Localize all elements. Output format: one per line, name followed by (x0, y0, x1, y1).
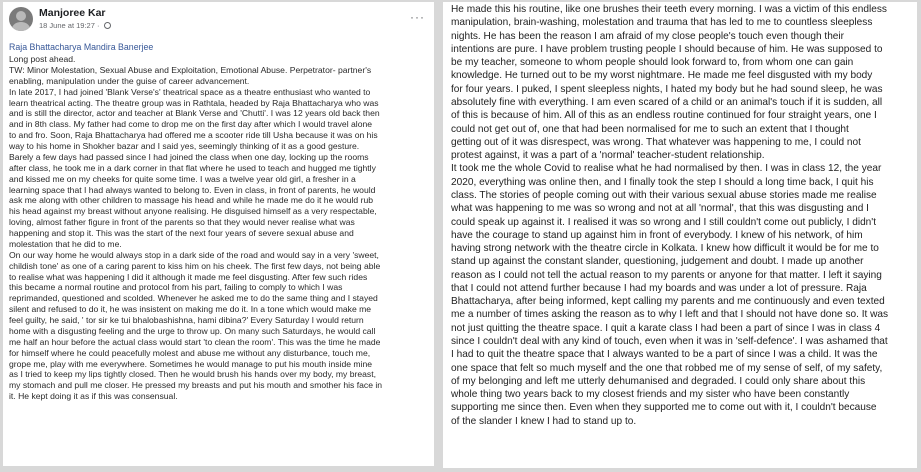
post-text-line: learn theatrical acting. The theatre group was in Rathtala, headed by Raja Bhattacharya who was (9, 97, 379, 108)
post-text-line: my stomach and pull me closer. He pressed my breasts and put his mouth and smother his face in (9, 380, 383, 391)
post-text-line: not just quitting the theatre space. I quit a karate class I had been a part of since I was in class 4 (451, 322, 881, 334)
post-text-line: It took me the whole Covid to realise what he had normalised by then. I was in class 12, the year (451, 163, 882, 175)
post-text-line: could not get out of, one that had been normalised for me to such an extent that I thought (451, 123, 849, 135)
post-text-line: home with a disgusting feeling and the urge to throw up. On many such Saturdays, he would call (9, 325, 376, 336)
more-options-icon[interactable]: ··· (410, 10, 425, 24)
avatar[interactable] (9, 7, 33, 31)
post-text-line: enabling, manipulation under the guise of career advancement. (9, 75, 250, 86)
post-text-line: He made this his routine, like one brushes their teeth every morning. I was a victim of this endless (451, 4, 887, 15)
post-text-line: to realise what was happening I did it although it made me feel disgusting. After few such rides (9, 271, 368, 282)
post-text-line: protest against, it was a part of a 'normal' teacher-student relationship. (451, 150, 765, 162)
post-text-line: ask me along with other children to massage his head and while he made me do it he would rub (9, 195, 374, 206)
post-text-line: class. The stories of people coming out with their various sexual abuse stories made me realise (451, 189, 877, 201)
post-header (9, 6, 429, 36)
post-text-line: manipulation, brain-washing, molestation and trauma that has led to me to countless sleepless (451, 17, 873, 29)
post-text-line: be my teacher, someone to whom people should look forward to, from whom one can gain (451, 57, 854, 69)
post-text-line: of the slander I knew I had to stand up to. (451, 415, 637, 427)
tagged-people[interactable]: Raja Bhattacharya Mandira Banerjee (9, 42, 154, 52)
post-text-line: Long post ahead. (9, 54, 76, 64)
post-text-line: absolutely fine with everything. I am even scared of a child or an animal's touch if it is sudden, all (451, 96, 883, 108)
globe-icon (104, 22, 111, 29)
post-text-line: for four years. I puked, I spent sleepless nights, I hated my body but he had sound sleep, he was (451, 83, 883, 95)
post-text-line: after class, he took me in a dark corner in that flat where he used to teach and hugged me tightly (9, 162, 376, 173)
post-text-line: feel guilty, he said, ' tor sir ke tui bhalobashishna, hami dibina?' Every Saturday I would return (9, 315, 364, 325)
post-text-line: one space that felt so much myself and the one that robbed me of my sense of self, of my safety, (451, 362, 883, 374)
post-text-line: since I couldn't deal with any kind of touch, even when it was in 'self-defence'. I was ashamed that (451, 336, 888, 348)
post-text-line: way to his home in Shokher bazar and I said yes, seemingly thinking of it as a good gesture. (9, 141, 360, 151)
post-text-line: knowledge. He turned out to be my worst nightmare. He made me feel disgusted with my body (451, 70, 873, 82)
post-text-line: loving, almost father figure in front of the parents so that they would never realise what was (9, 217, 355, 228)
post-text-line: stand up against the constant slander, questioning, judgement and doubt. I made up another (451, 256, 864, 268)
post-text-line: have the courage to stand up against him in front of everybody. I knew of his network, of him (451, 229, 863, 241)
post-body-right (451, 3, 917, 428)
post-left-panel (3, 2, 434, 466)
post-text-line: this became a normal routine and protocol from his part, failing to comply to which I was (9, 282, 343, 293)
post-text-line: to and fro. Soon, Raja Bhattacharya had offered me a scooter ride till Usha because it was on his (9, 130, 378, 141)
post-text-line: Bhattacharya, after being informed, kept calling my parents and me continuously and even texted (451, 296, 885, 308)
post-text-line: having strong network with the theatre circle in Kolkata. I knew how difficult it would be for me to (451, 243, 879, 255)
post-text-line: and in 8th class. My father had come to drop me on the first day after which I would travel alone (9, 119, 373, 130)
post-text-line: as I tried to keep my lips tightly closed. Then he would brush his hands over my body, my breast, (9, 369, 377, 380)
post-text-line: On our way home he would always stop in a dark side of the road and would say in a very 'sweet, (9, 249, 379, 260)
post-text-line: it. He kept doing it as if this was consensual. (9, 391, 178, 402)
post-text-line: his head against my breast without anyone realising. He disguised himself as a very respectable, (9, 206, 377, 217)
post-text-line: nights. He has been the reason I am afraid of my close people's touch even though their (451, 30, 845, 42)
post-text-line: learning space that I had always wanted to belong to. Even in class, in front of parents, he would (9, 184, 376, 195)
post-text-line: could speak up against it. I realised it was so wrong and I still couldn't come out publicly, I didn't (451, 216, 877, 228)
post-text-line: silent and refused to do it, he was insistent on making me do it. In a tone which would make me (9, 304, 372, 315)
post-timestamp[interactable]: 18 June at 19:27 (39, 21, 95, 30)
post-text-line: supporting me since then. Even when they supported me to come out with it, I couldn't because (451, 402, 877, 414)
post-right-panel (443, 2, 917, 468)
author-name[interactable]: Manjoree Kar (39, 7, 106, 19)
post-text-line: of this is because of him. All of this as an endless routine continued for four straight years, one I (451, 110, 877, 122)
post-text-line: whole thing two years back to my closest friends and my sister who have been constantly (451, 389, 850, 401)
post-text-line: Barely a few days had passed since I had joined the class when one day, locking up the rooms (9, 151, 369, 162)
post-text-line: and kissed me on my cheeks for quite some time. I was a twelve year old girl, a fresher in a (9, 173, 356, 184)
post-text-line: TW: Minor Molestation, Sexual Abuse and Exploitation, Emotional Abuse. Perpetrator- partner's (9, 64, 372, 75)
post-text-line: for himself where he could peacefully molest and abuse me without any disturbance, touch me, (9, 347, 371, 358)
post-text-line: In late 2017, I had joined 'Blank Verse's' theatrical space as a theatre enthusiast who wanted to (9, 86, 371, 97)
post-text-line: molestation that he did to me. (9, 238, 122, 249)
post-text-line: happening and stop it. This was the start of the next four years of severe sexual abuse and (9, 228, 354, 238)
post-text-line: childish tone' as one of a caring parent to kiss him on his cheek. The first few days, not being able (9, 260, 381, 271)
post-text-line: that I could not attend further because I had my boards and was under a lot of pressure. Raja (451, 282, 867, 294)
post-text-line: and is still the director, actor and teacher at Blank Verse and 'Chutti'. I was 12 years old back then (9, 108, 380, 119)
post-meta: 18 June at 19:27 · (39, 21, 111, 30)
post-text-line: me half an hour before the actual class would start 'to clean the room'. This was the time he made (9, 336, 381, 347)
post-body-left (9, 54, 431, 402)
post-text-line: I had to quit the theatre space that I always wanted to be a part of since I was a child. It was the (451, 349, 878, 361)
post-text-line: getting out of it was disrespect, was wrong. That whatever was happening to me, I could not (451, 136, 861, 148)
post-text-line: grope me, play with me everywhere. Sometimes he would manage to put his mouth inside mine (9, 358, 373, 369)
post-text-line: me a number of times asking the reason as to why I left and that I should not have done so. It was (451, 309, 889, 321)
post-text-line: reprimanded, questioned and scolded. Whenever he asked me to do the same thing and I stayed (9, 293, 378, 304)
post-text-line: of my belonging and left me utterly dehumanised and degraded. I could only share about this (451, 375, 866, 387)
post-text-line: reason as I could not tell the actual reason to my parents or anyone for that matter. I left it saying (451, 269, 882, 281)
post-text-line: what was happening to me was so wrong and not at all 'normal', that this was disgusting and I (451, 203, 869, 215)
post-text-line: intentions are pure. I have problem trusting people I should because of him. He was supposed to (451, 43, 883, 55)
post-text-line: 2020, everything was online then, and I finally took the step I should a long time back, I quit his (451, 176, 874, 188)
